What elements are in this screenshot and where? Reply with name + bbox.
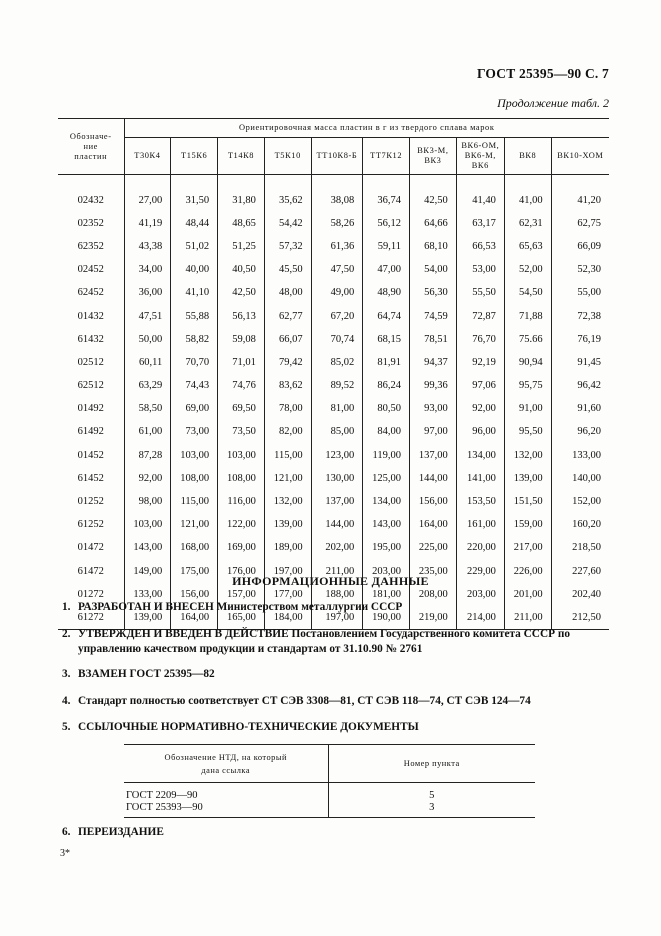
- mass-cell: 59,11: [363, 235, 410, 258]
- mass-cell: 201,00: [504, 583, 551, 606]
- mass-cell: 42,50: [410, 189, 457, 212]
- mass-cell: 40,00: [171, 258, 218, 281]
- mass-cell: 177,00: [264, 583, 311, 606]
- column-header: ВК3-М, ВК3: [410, 138, 457, 175]
- mass-cell: 71,88: [504, 304, 551, 327]
- mass-cell: 41,10: [171, 281, 218, 304]
- mass-cell: 211,00: [504, 606, 551, 629]
- mass-cell: 63,17: [456, 212, 504, 235]
- mass-cell: 103,00: [218, 444, 265, 467]
- mass-cell: 55,50: [456, 281, 504, 304]
- plate-designation-cell: 62352: [77, 240, 104, 252]
- mass-cell: 66,53: [456, 235, 504, 258]
- mass-cell: 56,30: [410, 281, 457, 304]
- mass-cell: 143,00: [363, 513, 410, 536]
- mass-cell: 52,30: [551, 258, 609, 281]
- mass-cell: 98,00: [124, 490, 171, 513]
- mass-cell: 50,00: [124, 328, 171, 351]
- mass-cell: 123,00: [311, 444, 363, 467]
- mass-cell: 95,50: [504, 420, 551, 443]
- column-header: Т14К8: [218, 138, 265, 175]
- mass-cell: 133,00: [551, 444, 609, 467]
- mass-cell: 85,00: [311, 420, 363, 443]
- mass-cell: 36,00: [124, 281, 171, 304]
- mass-cell: 159,00: [504, 513, 551, 536]
- plate-designation-cell: 01492: [77, 403, 104, 415]
- mass-cell: 212,50: [551, 606, 609, 629]
- info-item-3: 3. ВЗАМЕН ГОСТ 25395—82: [62, 668, 215, 680]
- mass-cell: 96,42: [551, 374, 609, 397]
- mass-cell: 134,00: [456, 444, 504, 467]
- info-item-2: 2. УТВЕРЖДЕН И ВВЕДЕН В ДЕЙСТВИЕ Постановлением Государственного комитета СССР по управлению качеством продукции и стандартам от 31.10.90 № 2761: [62, 628, 570, 655]
- mass-cell: 188,00: [311, 583, 363, 606]
- mass-cell: 157,00: [218, 583, 265, 606]
- mass-cell: 197,00: [311, 606, 363, 629]
- mass-cell: 48,90: [363, 281, 410, 304]
- mass-cell: 133,00: [124, 583, 171, 606]
- mass-cell: 125,00: [363, 467, 410, 490]
- mass-cell: 51,25: [218, 235, 265, 258]
- mass-cell: 137,00: [410, 444, 457, 467]
- mass-cell: 211,00: [311, 560, 363, 583]
- mass-cell: 156,00: [171, 583, 218, 606]
- mass-cell: 195,00: [363, 536, 410, 559]
- mass-cell: 91,45: [551, 351, 609, 374]
- mass-cell: 48,65: [218, 212, 265, 235]
- table-row: [58, 258, 609, 281]
- mass-cell: 164,00: [171, 606, 218, 629]
- refs-docs-cell: ГОСТ 2209—90 ГОСТ 25393—90: [124, 783, 328, 818]
- mass-cell: 168,00: [171, 536, 218, 559]
- column-header: ВК10-ХОМ: [551, 138, 609, 175]
- mass-cell: 61,00: [124, 420, 171, 443]
- mass-cell: 184,00: [264, 606, 311, 629]
- mass-cell: 62,75: [551, 212, 609, 235]
- mass-cell: 203,00: [363, 560, 410, 583]
- mass-cell: 176,00: [218, 560, 265, 583]
- page-footnote: 3*: [60, 848, 70, 859]
- mass-cell: 84,00: [363, 420, 410, 443]
- mass-cell: 62,77: [264, 304, 311, 327]
- mass-cell: 141,00: [456, 467, 504, 490]
- page-header: ГОСТ 25395—90 С. 7: [476, 66, 609, 81]
- mass-cell: 57,32: [264, 235, 311, 258]
- mass-cell: 41,40: [456, 189, 504, 212]
- mass-cell: 48,44: [171, 212, 218, 235]
- mass-cell: 225,00: [410, 536, 457, 559]
- mass-cell: 202,40: [551, 583, 609, 606]
- plate-designation-cell: 61272: [58, 606, 124, 629]
- mass-cell: 144,00: [410, 467, 457, 490]
- mass-cell: 91,60: [551, 397, 609, 420]
- mass-cell: 149,00: [124, 560, 171, 583]
- mass-cell: 165,00: [218, 606, 265, 629]
- mass-cell: 119,00: [363, 444, 410, 467]
- mass-group-header: Ориентировочная масса пластин в г из твердого сплава марок: [124, 119, 609, 138]
- mass-cell: 160,20: [551, 513, 609, 536]
- mass-cell: 76,19: [551, 328, 609, 351]
- mass-cell: 97,06: [456, 374, 504, 397]
- refs-points-cell: 5 3: [328, 783, 535, 818]
- mass-cell: 156,00: [410, 490, 457, 513]
- mass-cell: 139,00: [264, 513, 311, 536]
- mass-cell: 55,88: [171, 304, 218, 327]
- mass-cell: 70,70: [171, 351, 218, 374]
- table-row: [58, 304, 609, 327]
- mass-cell: 169,00: [218, 536, 265, 559]
- plate-designation-cell: 02452: [77, 264, 104, 276]
- mass-cell: 95,75: [504, 374, 551, 397]
- mass-cell: 189,00: [264, 536, 311, 559]
- mass-cell: 140,00: [551, 467, 609, 490]
- info-item-4: 4. Стандарт полностью соответствует СТ СЭВ 3308—81, СТ СЭВ 118—74, СТ СЭВ 124—74: [62, 695, 531, 707]
- plate-designation-cell: 61432: [77, 333, 104, 345]
- mass-cell: 54,00: [410, 258, 457, 281]
- mass-cell: 139,00: [504, 467, 551, 490]
- mass-cell: 53,00: [456, 258, 504, 281]
- plate-designation-cell: 62452: [77, 287, 104, 299]
- mass-cell: 229,00: [456, 560, 504, 583]
- mass-cell: 121,00: [264, 467, 311, 490]
- mass-cell: 59,08: [218, 328, 265, 351]
- mass-cell: 197,00: [264, 560, 311, 583]
- table-row: [58, 374, 609, 397]
- mass-cell: 92,00: [456, 397, 504, 420]
- mass-cell: 68,15: [363, 328, 410, 351]
- mass-cell: 115,00: [264, 444, 311, 467]
- mass-cell: 54,50: [504, 281, 551, 304]
- plate-designation-cell: 61252: [77, 519, 104, 531]
- mass-cell: 151,50: [504, 490, 551, 513]
- mass-cell: 143,00: [124, 536, 171, 559]
- column-header: ТТ7К12: [363, 138, 410, 175]
- mass-cell: 103,00: [124, 513, 171, 536]
- mass-cell: 89,52: [311, 374, 363, 397]
- mass-cell: 73,00: [171, 420, 218, 443]
- mass-cell: 69,00: [171, 397, 218, 420]
- mass-cell: 227,60: [551, 560, 609, 583]
- column-header: ВК8: [504, 138, 551, 175]
- mass-cell: 60,11: [124, 351, 171, 374]
- mass-cell: 36,74: [363, 189, 410, 212]
- mass-cell: 90,94: [504, 351, 551, 374]
- mass-cell: 86,24: [363, 374, 410, 397]
- mass-cell: 203,00: [456, 583, 504, 606]
- mass-cell: 132,00: [504, 444, 551, 467]
- mass-cell: 47,00: [363, 258, 410, 281]
- mass-cell: 97,00: [410, 420, 457, 443]
- table-row: [58, 328, 609, 351]
- mass-cell: 208,00: [410, 583, 457, 606]
- mass-cell: 219,00: [410, 606, 457, 629]
- mass-cell: 80,50: [363, 397, 410, 420]
- mass-cell: 63,29: [124, 374, 171, 397]
- plate-designation-cell: 01272: [77, 588, 104, 600]
- column-header: ТТ10К8-Б: [311, 138, 363, 175]
- mass-cell: 81,91: [363, 351, 410, 374]
- column-header: ВК6-ОМ, ВК6-М, ВК6: [456, 138, 504, 175]
- table-row: [58, 490, 609, 513]
- mass-cell: 56,13: [218, 304, 265, 327]
- table-row: [58, 189, 609, 212]
- mass-cell: 58,82: [171, 328, 218, 351]
- mass-cell: 152,00: [551, 490, 609, 513]
- mass-cell: 49,00: [311, 281, 363, 304]
- refs-col-point: Номер пункта: [328, 745, 535, 783]
- table-row: [58, 444, 609, 467]
- mass-cell: 42,50: [218, 281, 265, 304]
- mass-cell: 48,00: [264, 281, 311, 304]
- column-header: Т30К4: [124, 138, 171, 175]
- mass-cell: 218,50: [551, 536, 609, 559]
- mass-cell: 41,00: [504, 189, 551, 212]
- designation-header: Обозначе- ние пластин: [58, 119, 124, 175]
- mass-cell: 78,00: [264, 397, 311, 420]
- mass-cell: 94,37: [410, 351, 457, 374]
- mass-cell: 58,50: [124, 397, 171, 420]
- plate-designation-cell: 01432: [77, 310, 104, 322]
- column-header: Т5К10: [264, 138, 311, 175]
- plate-designation-cell: 02512: [77, 356, 104, 368]
- mass-cell: 79,42: [264, 351, 311, 374]
- mass-table: [58, 118, 609, 630]
- mass-cell: 74,59: [410, 304, 457, 327]
- mass-cell: 69,50: [218, 397, 265, 420]
- mass-cell: 92,00: [124, 467, 171, 490]
- table-row: [58, 351, 609, 374]
- plate-designation-cell: 01452: [77, 449, 104, 461]
- mass-cell: 52,00: [504, 258, 551, 281]
- mass-cell: 134,00: [363, 490, 410, 513]
- refs-table: [124, 744, 535, 818]
- mass-cell: 38,08: [311, 189, 363, 212]
- table-row: [58, 212, 609, 235]
- mass-cell: 58,26: [311, 212, 363, 235]
- mass-cell: 96,00: [456, 420, 504, 443]
- table-row: [58, 397, 609, 420]
- mass-cell: 235,00: [410, 560, 457, 583]
- mass-cell: 76,70: [456, 328, 504, 351]
- mass-cell: 161,00: [456, 513, 504, 536]
- info-item-6: 6. ПЕРЕИЗДАНИЕ: [62, 826, 164, 838]
- plate-designation-cell: 62512: [77, 380, 104, 392]
- mass-cell: 164,00: [410, 513, 457, 536]
- mass-cell: 122,00: [218, 513, 265, 536]
- mass-cell: 45,50: [264, 258, 311, 281]
- plate-designation-cell: 61492: [77, 426, 104, 438]
- mass-cell: 137,00: [311, 490, 363, 513]
- mass-cell: 73,50: [218, 420, 265, 443]
- mass-cell: 66,09: [551, 235, 609, 258]
- table-row: [58, 513, 609, 536]
- mass-cell: 81,00: [311, 397, 363, 420]
- mass-cell: 68,10: [410, 235, 457, 258]
- plate-designation-cell: 02432: [77, 194, 104, 206]
- mass-cell: 217,00: [504, 536, 551, 559]
- mass-cell: 144,00: [311, 513, 363, 536]
- mass-cell: 132,00: [264, 490, 311, 513]
- mass-cell: 99,36: [410, 374, 457, 397]
- mass-cell: 108,00: [171, 467, 218, 490]
- mass-cell: 35,62: [264, 189, 311, 212]
- mass-cell: 75.66: [504, 328, 551, 351]
- mass-cell: 190,00: [363, 606, 410, 629]
- refs-row: [124, 783, 535, 818]
- mass-cell: 55,00: [551, 281, 609, 304]
- mass-cell: 34,00: [124, 258, 171, 281]
- refs-col-document: Обозначение НТД, на который дана ссылка: [124, 745, 328, 783]
- mass-cell: 96,20: [551, 420, 609, 443]
- mass-cell: 175,00: [171, 560, 218, 583]
- mass-cell: 71,01: [218, 351, 265, 374]
- mass-cell: 56,12: [363, 212, 410, 235]
- mass-cell: 83,62: [264, 374, 311, 397]
- mass-cell: 61,36: [311, 235, 363, 258]
- info-title: ИНФОРМАЦИОННЫЕ ДАННЫЕ: [232, 574, 429, 588]
- mass-cell: 116,00: [218, 490, 265, 513]
- mass-cell: 31,80: [218, 189, 265, 212]
- table-row: [58, 235, 609, 258]
- mass-cell: 93,00: [410, 397, 457, 420]
- mass-cell: 85,02: [311, 351, 363, 374]
- table-row: [58, 281, 609, 304]
- mass-cell: 74,43: [171, 374, 218, 397]
- mass-cell: 64,74: [363, 304, 410, 327]
- table-row: [58, 420, 609, 443]
- plate-designation-cell: 61472: [77, 565, 104, 577]
- mass-cell: 41,20: [551, 189, 609, 212]
- info-item-1: 1. РАЗРАБОТАН И ВНЕСЕН Министерством металлургии СССР: [62, 601, 403, 613]
- mass-cell: 121,00: [171, 513, 218, 536]
- mass-cell: 103,00: [171, 444, 218, 467]
- mass-cell: 214,00: [456, 606, 504, 629]
- column-header: Т15К6: [171, 138, 218, 175]
- mass-cell: 27,00: [124, 189, 171, 212]
- table-row: [58, 536, 609, 559]
- plate-designation-cell: 01472: [77, 542, 104, 554]
- mass-cell: 130,00: [311, 467, 363, 490]
- mass-cell: 202,00: [311, 536, 363, 559]
- mass-cell: 72,87: [456, 304, 504, 327]
- mass-cell: 139,00: [124, 606, 171, 629]
- mass-cell: 92,19: [456, 351, 504, 374]
- table-spacer-row: [58, 175, 609, 189]
- mass-cell: 87,28: [124, 444, 171, 467]
- mass-cell: 82,00: [264, 420, 311, 443]
- table-row: [58, 467, 609, 490]
- mass-cell: 66,07: [264, 328, 311, 351]
- mass-cell: 181,00: [363, 583, 410, 606]
- mass-cell: 47,50: [311, 258, 363, 281]
- mass-cell: 51,02: [171, 235, 218, 258]
- mass-cell: 153,50: [456, 490, 504, 513]
- mass-cell: 67,20: [311, 304, 363, 327]
- mass-cell: 226,00: [504, 560, 551, 583]
- plate-designation-cell: 61452: [77, 472, 104, 484]
- mass-cell: 43,38: [124, 235, 171, 258]
- info-item-5: 5. ССЫЛОЧНЫЕ НОРМАТИВНО-ТЕХНИЧЕСКИЕ ДОКУМЕНТЫ: [62, 721, 419, 733]
- mass-cell: 65,63: [504, 235, 551, 258]
- plate-designation-cell: 01252: [77, 496, 104, 508]
- mass-cell: 64,66: [410, 212, 457, 235]
- mass-cell: 78,51: [410, 328, 457, 351]
- mass-cell: 115,00: [171, 490, 218, 513]
- mass-cell: 31,50: [171, 189, 218, 212]
- mass-cell: 91,00: [504, 397, 551, 420]
- mass-cell: 220,00: [456, 536, 504, 559]
- mass-cell: 54,42: [264, 212, 311, 235]
- mass-cell: 74,76: [218, 374, 265, 397]
- mass-cell: 70,74: [311, 328, 363, 351]
- table-caption: Продолжение табл. 2: [497, 96, 609, 110]
- mass-cell: 47,51: [124, 304, 171, 327]
- plate-designation-cell: 02352: [77, 217, 104, 229]
- mass-cell: 41,19: [124, 212, 171, 235]
- mass-cell: 40,50: [218, 258, 265, 281]
- mass-cell: 62,31: [504, 212, 551, 235]
- mass-cell: 72,38: [551, 304, 609, 327]
- mass-cell: 108,00: [218, 467, 265, 490]
